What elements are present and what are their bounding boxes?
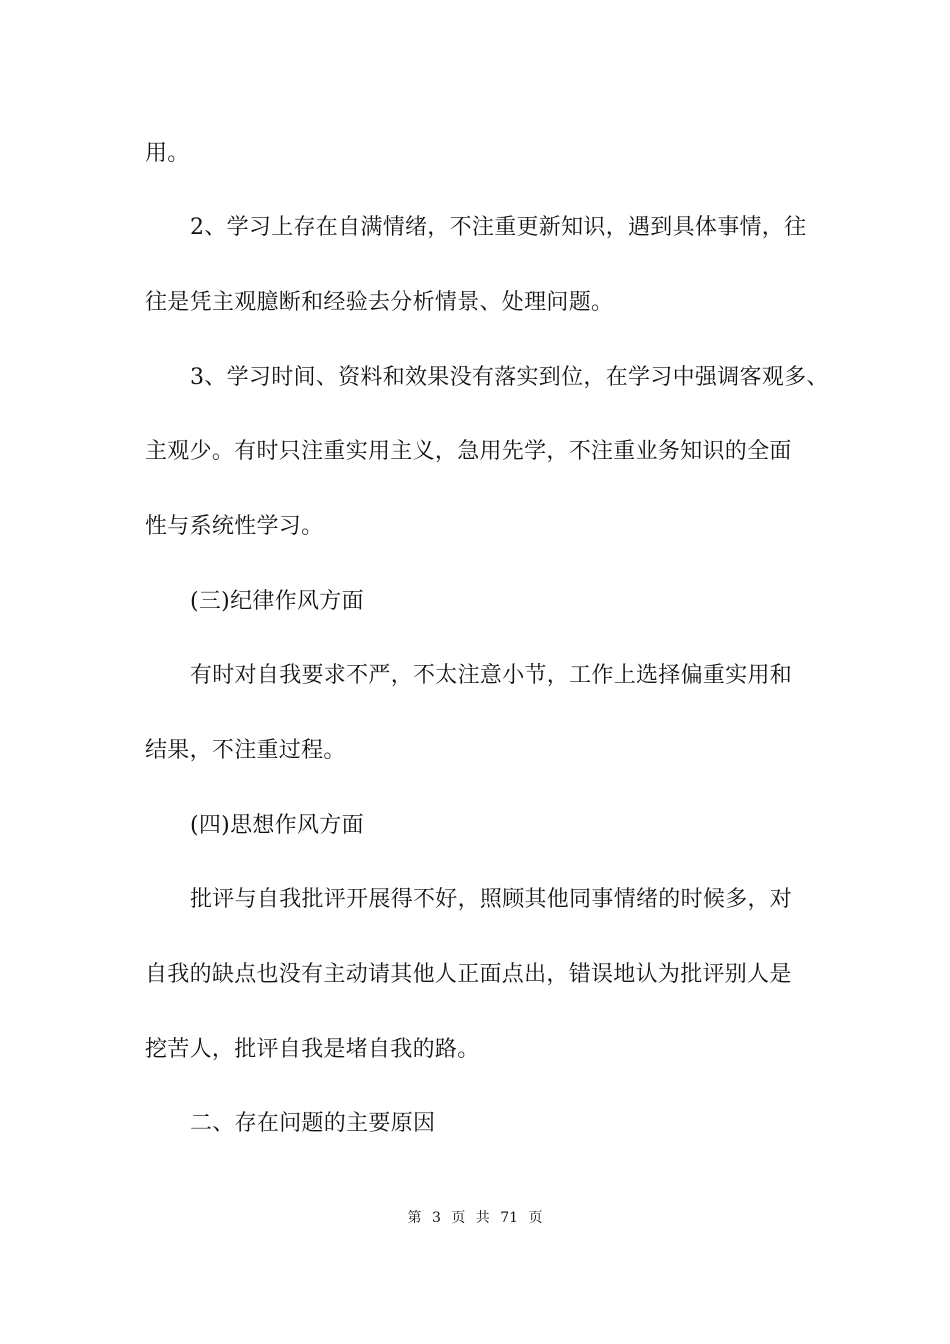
paragraph-line: 有时对自我要求不严，不太注意小节，工作上选择偏重实用和 bbox=[190, 663, 793, 688]
footer-total-pages: 71 bbox=[500, 1210, 519, 1226]
page-footer bbox=[0, 1208, 950, 1228]
paragraph-line: 批评与自我批评开展得不好，照顾其他同事情绪的时候多，对 bbox=[190, 887, 793, 912]
paragraph-line: 用。 bbox=[145, 141, 190, 166]
paragraph-line: 主观少。有时只注重实用主义，急用先学，不注重业务知识的全面 bbox=[145, 439, 792, 464]
section-heading: (三)纪律作风方面 bbox=[190, 589, 364, 614]
paragraph-line: 结果，不注重过程。 bbox=[145, 738, 346, 763]
footer-ye: 页 bbox=[451, 1210, 466, 1226]
paragraph-line: 挖苦人，批评自我是堵自我的路。 bbox=[145, 1037, 480, 1062]
section-heading: 二、存在问题的主要原因 bbox=[190, 1111, 436, 1136]
footer-gong: 共 bbox=[475, 1210, 490, 1226]
paragraph-line: 2、学习上存在自满情绪，不注重更新知识，遇到具体事情，往 bbox=[190, 215, 807, 240]
paragraph-line: 3、学习时间、资料和效果没有落实到位，在学习中强调客观多、 bbox=[190, 365, 829, 390]
footer-ye-end: 页 bbox=[528, 1210, 543, 1226]
paragraph-line: 自我的缺点也没有主动请其他人正面点出，错误地认为批评别人是 bbox=[145, 962, 792, 987]
footer-page-number: 3 bbox=[431, 1210, 441, 1226]
paragraph-line: 性与系统性学习。 bbox=[145, 514, 324, 539]
section-heading: (四)思想作风方面 bbox=[190, 813, 364, 838]
footer-di: 第 bbox=[407, 1210, 422, 1226]
paragraph-line: 往是凭主观臆断和经验去分析情景、处理问题。 bbox=[145, 290, 614, 315]
